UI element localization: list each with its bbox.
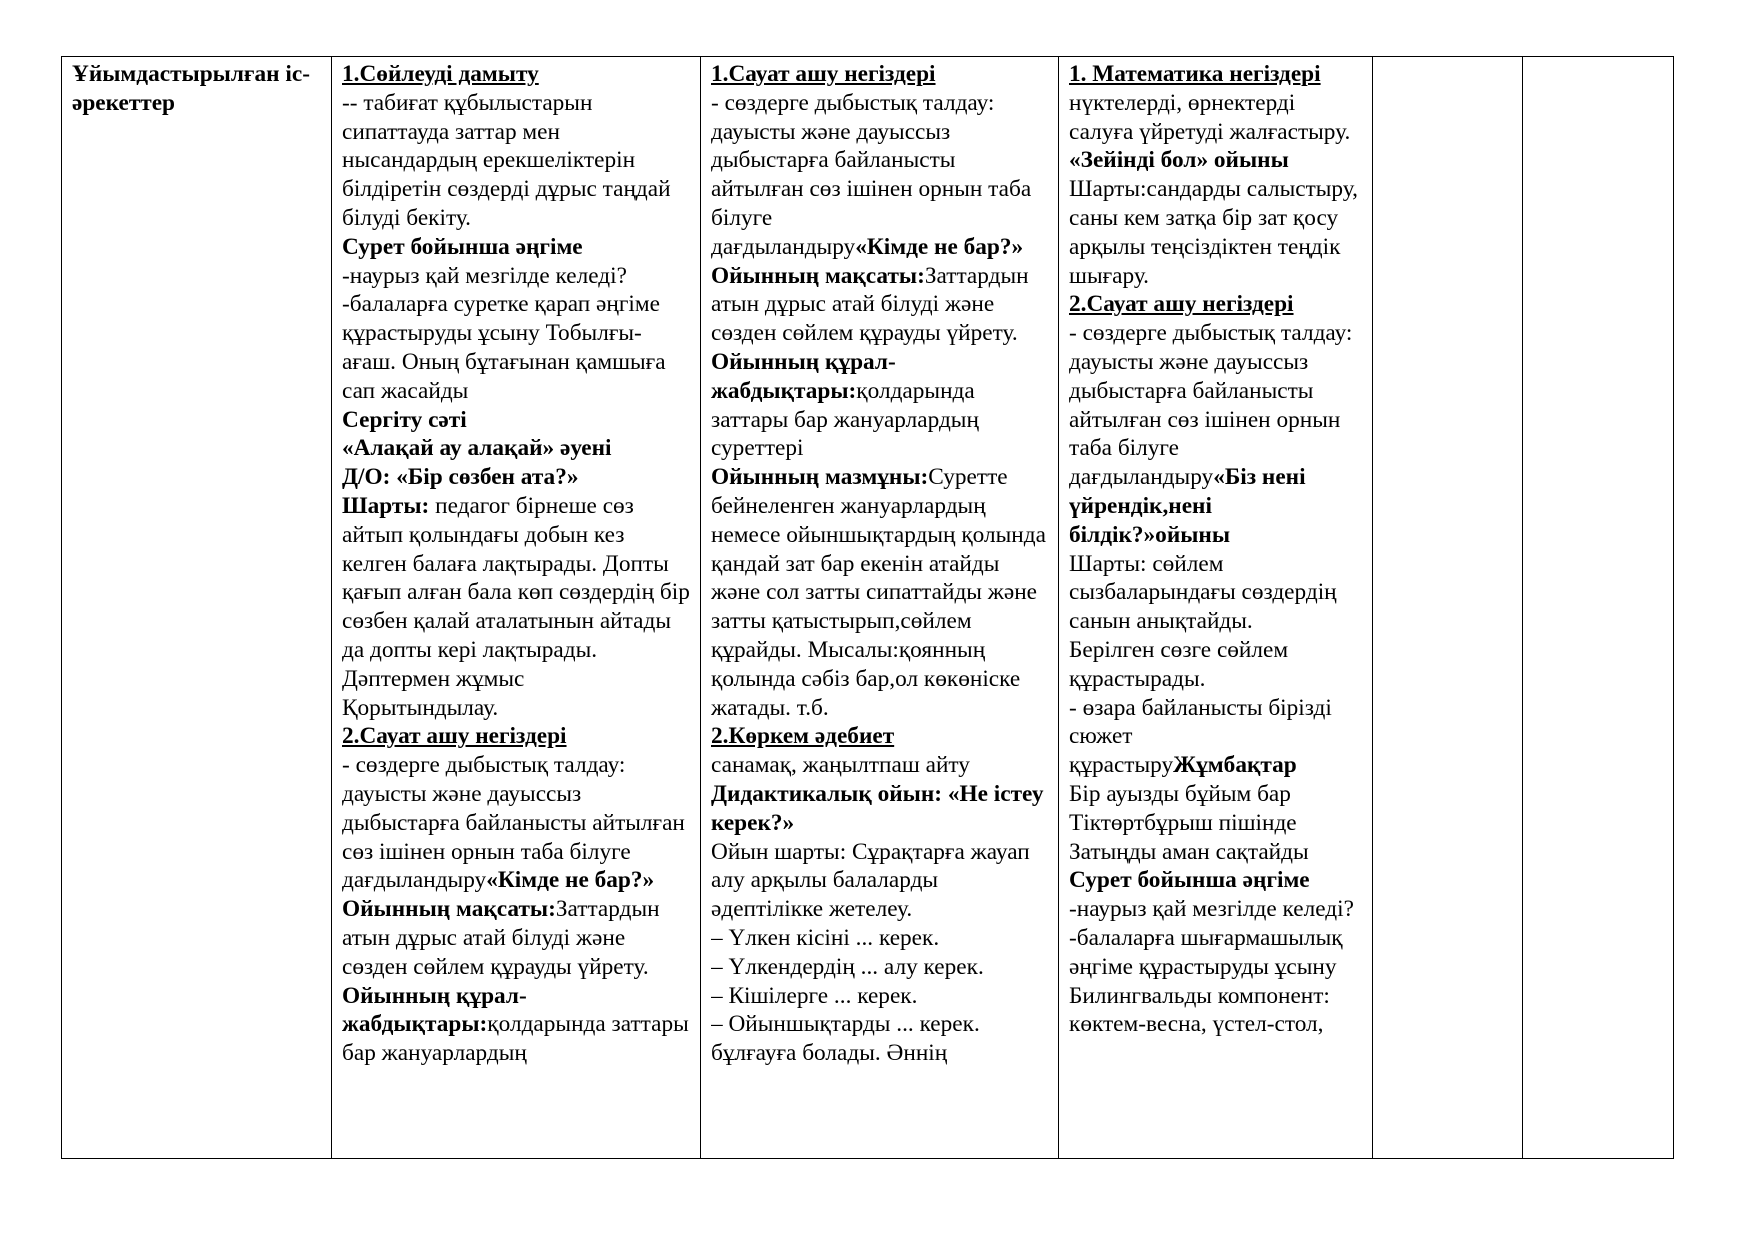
- cell-paragraph: [342, 866, 690, 895]
- text-run: Жұмбақтар: [1173, 752, 1297, 779]
- row-header-cell: [62, 57, 332, 1159]
- cell-paragraph: 1.Сауат ашу негіздері: [711, 61, 936, 87]
- wednesday-cell: [1059, 57, 1373, 1159]
- cell-paragraph: Шарты: сөйлем сызбаларындағы сөздердің санын анықтайды.: [1069, 550, 1337, 635]
- cell-paragraph: – Кішілерге ... керек.: [711, 982, 918, 1009]
- text-run: Шарты:: [342, 492, 436, 519]
- cell-paragraph: 2.Көркем әдебиет: [711, 723, 895, 750]
- text-run: Ойынның мақсаты:: [342, 896, 556, 923]
- text-run: педагог бірнеше сөз айтып қолындағы добын кез келген балаға лақтырады. Допты қағып алған бала көп сөздердің бір сөзбен қалай аталатынын айтады да допты кері лақтырады.: [342, 492, 690, 663]
- text-run: қолдарында заттары бар жануарлардың суреттері: [711, 377, 979, 462]
- text-run: Ойынның құрал-жабдықтары:: [342, 982, 527, 1038]
- text-run: Ойынның құрал-жабдықтары:: [711, 348, 896, 404]
- text-run: құрастыру: [1069, 752, 1174, 779]
- cell-paragraph: Қорытындылау.: [342, 694, 499, 721]
- cell-paragraph: [1069, 463, 1362, 549]
- cell-paragraph: [1069, 751, 1362, 780]
- text-run: «Кімде не бар?»: [855, 233, 1024, 260]
- cell-paragraph: [342, 895, 690, 981]
- cell-paragraph: [711, 463, 1048, 722]
- text-run: Заттардын атын дұрыс атай білуді және сөзден сөйлем құрауды үйрету.: [342, 896, 660, 980]
- cell-paragraph: – Үлкен кісіні ... керек.: [711, 924, 940, 951]
- cell-paragraph: -балаларға суретке қарап әңгіме құрастыруды ұсыну Тобылғы-ағаш. Оның бұтағынан қамшыға сап жасайды: [342, 291, 666, 404]
- cell-paragraph: нүктелерді, өрнектерді салуға үйретуді жалғастыру.: [1069, 89, 1351, 145]
- cell-paragraph: 1.Сөйлеуді дамыту: [342, 61, 539, 87]
- cell-paragraph: Сергіту сәті: [342, 406, 467, 433]
- cell-paragraph: санамақ, жаңылтпаш айту: [711, 752, 970, 779]
- cell-paragraph: - сөздерге дыбыстық талдау: дауысты және дауыссыз дыбыстарға байланысты айтылған сөз ішінен орнын таба білуге: [342, 752, 685, 865]
- cell-paragraph: – Үлкендердің ... алу керек.: [711, 953, 984, 980]
- cell-paragraph: Билингвальды компонент: көктем-весна, үстел-стол,: [1069, 982, 1330, 1038]
- cell-paragraph: «Алақай ау алақай» әуені: [342, 435, 612, 462]
- text-run: Суретте бейнеленген жануарлардың немесе ойыншықтардың қолында қандай зат бар екенін атайды және сол затты сипаттайды және затты қатыстырып,сөйлем құрайды. Мысалы:қоянның қолында сәбіз бар,ол көкөніске жатады. т.б.: [711, 464, 1046, 721]
- table-row: [62, 57, 1674, 1159]
- text-run: дағдыландыру: [1069, 464, 1214, 491]
- tuesday-cell: [701, 57, 1059, 1159]
- cell-paragraph: Шарты:сандарды салыстыру, саны кем затқа бір зат қосу арқылы теңсіздіктен теңдік шығару.: [1069, 176, 1358, 289]
- cell-paragraph: [711, 348, 1048, 463]
- cell-paragraph: - сөздерге дыбыстық талдау: дауысты және дауыссыз дыбыстарға байланысты айтылған сөз ішінен орнын таба білуге: [1069, 320, 1353, 462]
- cell-paragraph: - сөздерге дыбыстық талдау: дауысты және дауыссыз дыбыстарға байланысты айтылған сөз ішінен орнын таба білуге: [711, 89, 1032, 231]
- cell-paragraph: [711, 262, 1048, 348]
- cell-paragraph: Тіктөртбұрыш пішінде: [1069, 809, 1297, 836]
- text-run: қолдарында заттары бар жануарлардың: [342, 1011, 689, 1067]
- cell-paragraph: [342, 492, 690, 665]
- cell-paragraph: -балаларға шығармашылық әңгіме құрастыруды ұсыну: [1069, 924, 1343, 980]
- cell-paragraph: -- табиғат құбылыстарын сипаттауда заттар мен нысандардың ерекшеліктерін білдіретін сөздерді дұрыс таңдай білуді бекіту.: [342, 89, 671, 231]
- cell-paragraph: – Ойыншықтарды ... керек.: [711, 1011, 980, 1038]
- monday-cell: [332, 57, 701, 1159]
- cell-paragraph: 2.Сауат ашу негіздері: [1069, 291, 1294, 318]
- cell-paragraph: -наурыз қай мезгілде келеді?: [342, 262, 627, 289]
- text-run: Ойынның мазмұны:: [711, 464, 929, 491]
- cell-paragraph: Бір ауызды бұйым бар: [1069, 780, 1291, 807]
- cell-paragraph: Д/О: «Бір сөзбен ата?»: [342, 464, 579, 491]
- cell-paragraph: Дәптермен жұмыс: [342, 665, 525, 692]
- friday-cell: [1523, 57, 1674, 1159]
- cell-paragraph: 1. Математика негіздері: [1069, 61, 1321, 87]
- cell-paragraph: [711, 233, 1048, 262]
- cell-paragraph: Сурет бойынша әңгіме: [342, 233, 583, 260]
- cell-paragraph: бұлғауға болады. Әннің: [711, 1040, 948, 1067]
- text-run: Ойынның мақсаты:: [711, 262, 925, 289]
- cell-paragraph: -наурыз қай мезгілде келеді?: [1069, 896, 1354, 923]
- cell-paragraph: Сурет бойынша әңгіме: [1069, 867, 1310, 894]
- text-run: «Кімде не бар?»: [486, 867, 655, 894]
- cell-paragraph: - өзара байланысты бірізді сюжет: [1069, 694, 1332, 750]
- text-run: дағдыландыру: [342, 867, 487, 894]
- cell-paragraph: [342, 982, 690, 1068]
- cell-paragraph: 2.Сауат ашу негіздері: [342, 723, 567, 750]
- text-run: «Біз нені үйрендік,нені білдік?»ойыны: [1069, 464, 1306, 548]
- thursday-cell: [1373, 57, 1523, 1159]
- cell-paragraph: Ойын шарты: Сұрақтарға жауап алу арқылы балаларды әдептілікке жетелеу.: [711, 838, 1030, 923]
- text-run: Заттардын атын дұрыс атай білуді және сөзден сөйлем құрауды үйрету.: [711, 262, 1029, 347]
- cell-paragraph: Дидактикалық ойын: «Не істеу керек?»: [711, 780, 1044, 836]
- cell-paragraph: «Зейінді бол» ойыны: [1069, 147, 1289, 174]
- text-run: дағдыландыру: [711, 233, 856, 260]
- cell-paragraph: Затыңды аман сақтайды: [1069, 838, 1309, 865]
- schedule-table: [61, 56, 1674, 1159]
- row-header: Ұйымдастырылған іс-әрекеттер: [72, 61, 310, 116]
- cell-paragraph: Берілген сөзге сөйлем құрастырады.: [1069, 636, 1289, 692]
